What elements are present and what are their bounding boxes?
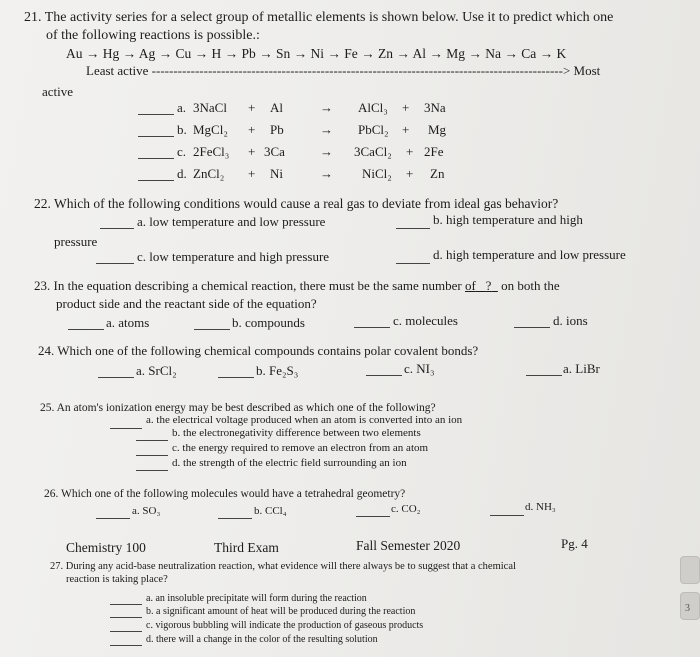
answer-blank[interactable] <box>396 228 430 229</box>
q22-option-d: d. high temperature and low pressure <box>433 247 626 262</box>
answer-blank[interactable] <box>218 518 252 519</box>
q25-stem: 25. An atom's ionization energy may be best described as which one of the following? <box>40 402 436 414</box>
answer-blank[interactable] <box>396 263 430 264</box>
footer-exam: Third Exam <box>214 540 279 555</box>
q24-option-c: c. NI₃ <box>404 361 435 376</box>
reactant-1: ZnCl₂ <box>193 166 225 181</box>
q25-option-a: a. the electrical voltage produced when an atom is converted into an ion <box>146 414 463 426</box>
q23-option-c: c. molecules <box>393 313 458 328</box>
reactant-1: MgCl₂ <box>193 122 228 137</box>
reactant-2: Pb <box>270 122 284 137</box>
plus-sign: + <box>248 144 256 159</box>
q24-option-a: a. SrCl₂ <box>136 363 177 378</box>
q25-option-d: d. the strength of the electric field surrounding an ion <box>172 457 407 469</box>
q22-option-b-cont: pressure <box>54 234 98 249</box>
product-2: 3Na <box>424 100 446 115</box>
product-2: Zn <box>430 166 445 181</box>
product-1: AlCl₃ <box>358 100 388 115</box>
reaction-arrow: → <box>320 166 333 181</box>
q22-stem: 22. Which of the following conditions would cause a real gas to deviate from ideal gas behavior? <box>34 196 559 211</box>
footer-semester: Fall Semester 2020 <box>356 538 461 553</box>
option-letter: b. <box>177 122 187 137</box>
q23-stem-q: ? <box>485 278 492 293</box>
plus-sign: + <box>248 122 256 137</box>
q22-option-a: a. low temperature and low pressure <box>137 214 326 229</box>
reaction-arrow: → <box>320 122 333 137</box>
answer-blank[interactable] <box>138 114 174 115</box>
q23-stem-of: of <box>465 278 476 293</box>
answer-blank[interactable] <box>194 329 230 330</box>
product-1: NiCl₂ <box>362 166 392 181</box>
product-1: PbCl₂ <box>358 122 389 137</box>
q25-option-b: b. the electronegativity difference between two elements <box>172 427 421 439</box>
q27-option-c: c. vigorous bubbling will indicate the production of gaseous products <box>146 620 424 631</box>
q26-option-d: d. NH₃ <box>525 501 556 513</box>
activity-series: Au → Hg → Ag → Cu → H → Pb → Sn → Ni → Fe → Zn → Al → Mg → Na → Ca → K <box>66 46 567 61</box>
answer-blank[interactable] <box>138 158 174 159</box>
q26-option-a: a. SO₃ <box>132 505 161 517</box>
q26-option-c: c. CO₂ <box>391 503 421 515</box>
plus-sign: + <box>248 166 256 181</box>
answer-blank[interactable] <box>110 645 142 646</box>
reactant-2: 3Ca <box>264 144 285 159</box>
q24-stem: 24. Which one of the following chemical compounds contains polar covalent bonds? <box>38 343 479 358</box>
q23-option-b: b. compounds <box>232 315 305 330</box>
answer-blank[interactable] <box>110 604 142 605</box>
answer-blank[interactable] <box>218 377 254 378</box>
q23-stem-pre: 23. In the equation describing a chemical reaction, there must be the same number <box>34 278 466 293</box>
q22-option-b: b. high temperature and high <box>433 212 583 227</box>
active-label: active <box>42 84 74 99</box>
answer-blank[interactable] <box>110 428 142 429</box>
answer-blank[interactable] <box>100 228 134 229</box>
answer-blank[interactable] <box>366 375 402 376</box>
q26-option-b: b. CCl₄ <box>254 505 287 517</box>
q24-option-b: b. Fe₂S₃ <box>256 363 299 378</box>
answer-blank[interactable] <box>136 440 168 441</box>
reactant-1: 3NaCl <box>193 100 227 115</box>
reaction-arrow: → <box>320 100 333 115</box>
option-letter: d. <box>177 166 187 181</box>
answer-blank[interactable] <box>490 515 524 516</box>
reaction-arrow: → <box>320 144 333 159</box>
answer-blank[interactable] <box>98 377 134 378</box>
answer-blank[interactable] <box>96 263 134 264</box>
product-2: 2Fe <box>424 144 444 159</box>
plus-sign: + <box>402 122 410 137</box>
q22-option-c: c. low temperature and high pressure <box>137 249 330 264</box>
q23-option-d: d. ions <box>553 313 588 328</box>
product-1: 3CaCl₂ <box>354 144 392 159</box>
answer-blank[interactable] <box>96 518 130 519</box>
answer-blank[interactable] <box>110 617 142 618</box>
answer-blank[interactable] <box>68 329 104 330</box>
plus-sign: + <box>406 144 414 159</box>
product-2: Mg <box>428 122 447 137</box>
q25-option-c: c. the energy required to remove an electron from an atom <box>172 442 429 454</box>
answer-blank[interactable] <box>526 375 562 376</box>
option-letter: c. <box>177 144 187 159</box>
binder-hole <box>680 556 700 584</box>
footer-page-number: Pg. 4 <box>561 536 588 551</box>
footer-course: Chemistry 100 <box>66 540 146 555</box>
answer-blank[interactable] <box>110 631 142 632</box>
q27-stem-line1: 27. During any acid-base neutralization reaction, what evidence will there always be to suggest that a chemical <box>50 561 516 572</box>
q26-stem: 26. Which one of the following molecules would have a tetrahedral geometry? <box>44 488 406 500</box>
q27-option-d: d. there will a change in the color of the resulting solution <box>146 634 378 645</box>
answer-blank[interactable] <box>356 516 390 517</box>
q21-stem-line2: of the following reactions is possible.: <box>46 28 260 43</box>
reactant-2: Ni <box>270 166 283 181</box>
q27-option-b: b. a significant amount of heat will be produced during the reaction <box>146 606 416 617</box>
binder-hole <box>680 592 700 620</box>
answer-blank[interactable] <box>354 327 390 328</box>
reactant-2: Al <box>270 100 283 115</box>
answer-blank[interactable] <box>136 470 168 471</box>
plus-sign: + <box>406 166 414 181</box>
q23-stem-post: on both the <box>497 278 560 293</box>
q27-option-a: a. an insoluble precipitate will form during the reaction <box>146 593 367 604</box>
least-most-label: Least active -----------------------------------------------------------------------------------------------> Most <box>86 63 601 78</box>
q23-stem-line2: product side and the reactant side of the equation? <box>56 296 317 311</box>
plus-sign: + <box>402 100 410 115</box>
answer-blank[interactable] <box>136 455 168 456</box>
q21-stem-line1: 21. The activity series for a select group of metallic elements is shown below. Use it to predict which one <box>24 10 614 25</box>
answer-blank[interactable] <box>514 327 550 328</box>
answer-blank[interactable] <box>138 180 174 181</box>
plus-sign: + <box>248 100 256 115</box>
q23-option-a: a. atoms <box>106 315 150 330</box>
reactant-1: 2FeCl₃ <box>193 144 230 159</box>
q24-option-d: a. LiBr <box>563 361 600 376</box>
q27-stem-line2: reaction is taking place? <box>66 574 168 585</box>
answer-blank[interactable] <box>138 136 174 137</box>
q23-stem-line1 <box>34 278 560 294</box>
option-letter: a. <box>177 100 187 115</box>
margin-mark: 3 <box>685 603 690 614</box>
